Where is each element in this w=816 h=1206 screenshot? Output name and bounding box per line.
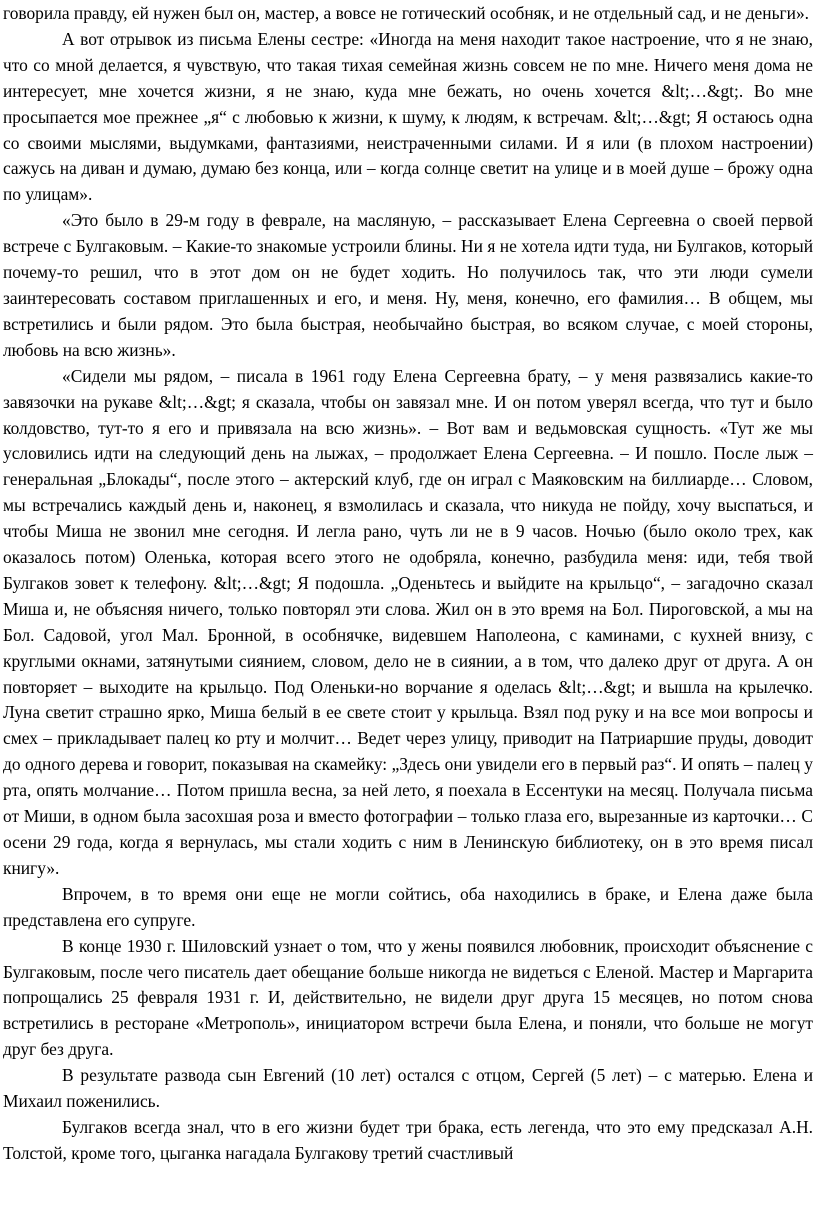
paragraph-1: говорила правду, ей нужен был он, мастер, а вовсе не готический особняк, и не отдельный сад, и не деньги». — [3, 3, 809, 23]
paragraph-7: В результате развода сын Евгений (10 лет) остался с отцом, Сергей (5 лет) – с матерью. Елена и Михаил поженились. — [3, 1065, 813, 1112]
paragraph-6: В конце 1930 г. Шиловский узнает о том, что у жены появился любовник, происходит объяснение с Булгаковым, после чего писатель дает обещание больше никогда не видеться с Еленой. Мастер и Маргарита попрощались 25 февраля 1931 г. И, действительно, не видели друг друга 15 месяцев, но потом снова встретились в ресторане «Метрополь», инициатором встречи была Елена, и поняли, что больше не могут друг без друга. — [3, 935, 813, 1060]
paragraph-3: «Это было в 29-м году в феврале, на масляную, – рассказывает Елена Сергеевна о своей первой встрече с Булгаковым. – Какие-то знакомые устроили блины. Ни я не хотела идти туда, ни Булгаков, который почему-то решил, что в этот дом он не будет ходить. Но получилось так, что эти люди сумели заинтересовать составом приглашенных и его, и меня. Ну, меня, конечно, его фамилия… В общем, мы встретились и были рядом. Это была быстрая, необычайно быстрая, во всяком случае, с моей стороны, любовь на всю жизнь». — [3, 210, 813, 360]
paragraph-8: Булгаков всегда знал, что в его жизни будет три брака, есть легенда, что это ему предсказал А.Н. Толстой, кроме того, цыганка нагадала Булгакову третий счастливый — [3, 1116, 813, 1163]
paragraph-2: А вот отрывок из письма Елены сестре: «Иногда на меня находит такое настроение, что я не знаю, что со мной делается, я чувствую, что такая тихая семейная жизнь совсем не по мне. Ничего меня дома не интересует, мне хочется жизни, я не знаю, куда мне бежать, но очень хочется &lt;…&gt;. Во мне просыпается мое прежнее „я“ с любовью к жизни, к шуму, к людям, к встречам. &lt;…&gt; Я остаюсь одна со своими мыслями, выдумками, фантазиями, неистраченными силами. И я или (в плохом настроении) сажусь на диван и думаю, думаю без конца, или – когда солнце светит на улице и в моей душе – брожу одна по улицам». — [3, 28, 813, 205]
paragraph-5: Впрочем, в то время они еще не могли сойтись, оба находились в браке, и Елена даже была представлена его супруге. — [3, 883, 813, 930]
paragraph-4: «Сидели мы рядом, – писала в 1961 году Елена Сергеевна брату, – у меня развязались какие-то завязочки на рукаве &lt;…&gt; я сказала, чтобы он завязал мне. И он потом уверял всегда, что тут и было колдовство, тут-то я его и привязала на всю жизнь». – Вот вам и ведьмовская сущность. «Тут же мы условились идти на следующий день на лыжах, – продолжает Елена Сергеевна. – И пошло. После лыж – генеральная „Блокады“, после этого – актерский клуб, где он играл с Маяковским на биллиарде… Словом, мы встречались каждый день и, наконец, я взмолилась и сказала, что никуда не пойду, хочу выспаться, и чтобы Миша не звонил мне сегодня. И легла рано, чуть ли не в 9 часов. Ночью (было около трех, как оказалось потом) Оленька, которая всего этого не одобряла, конечно, разбудила меня: иди, тебя твой Булгаков зовет к телефону. &lt;…&gt; Я подошла. „Оденьтесь и выйдите на крыльцо“, – загадочно сказал Миша и, не объясняя ничего, только повторял эти слова. Жил он в это время на Бол. Пироговской, а мы на Бол. Садовой, угол Мал. Бронной, в особнячке, видевшем Наполеона, с каминами, с кухней внизу, с круглыми окнами, затянутыми сиянием, словом, дело не в сиянии, а в том, что далеко друг от друга. А он повторяет – выходите на крыльцо. Под Оленьки-но ворчание я оделась &lt;…&gt; и вышла на крылечко. Луна светит страшно ярко, Миша белый в ее свете стоит у крыльца. Взял под руку и на все мои вопросы и смех – прикладывает палец ко рту и молчит… Ведет через улицу, приводит на Патриаршие пруды, доводит до одного дерева и говорит, показывая на скамейку: „Здесь они увидели его в первый раз“. И опять – палец у рта, опять молчание… Потом пришла весна, за ней лето, я поехала в Ессентуки на месяц. Получала письма от Миши, в одном была засохшая роза и вместо фотографии – только глаза его, вырезанные из карточки… С осени 29 года, когда я вернулась, мы стали ходить с ним в Ленинскую библиотеку, он в это время писал книгу». — [3, 365, 813, 878]
